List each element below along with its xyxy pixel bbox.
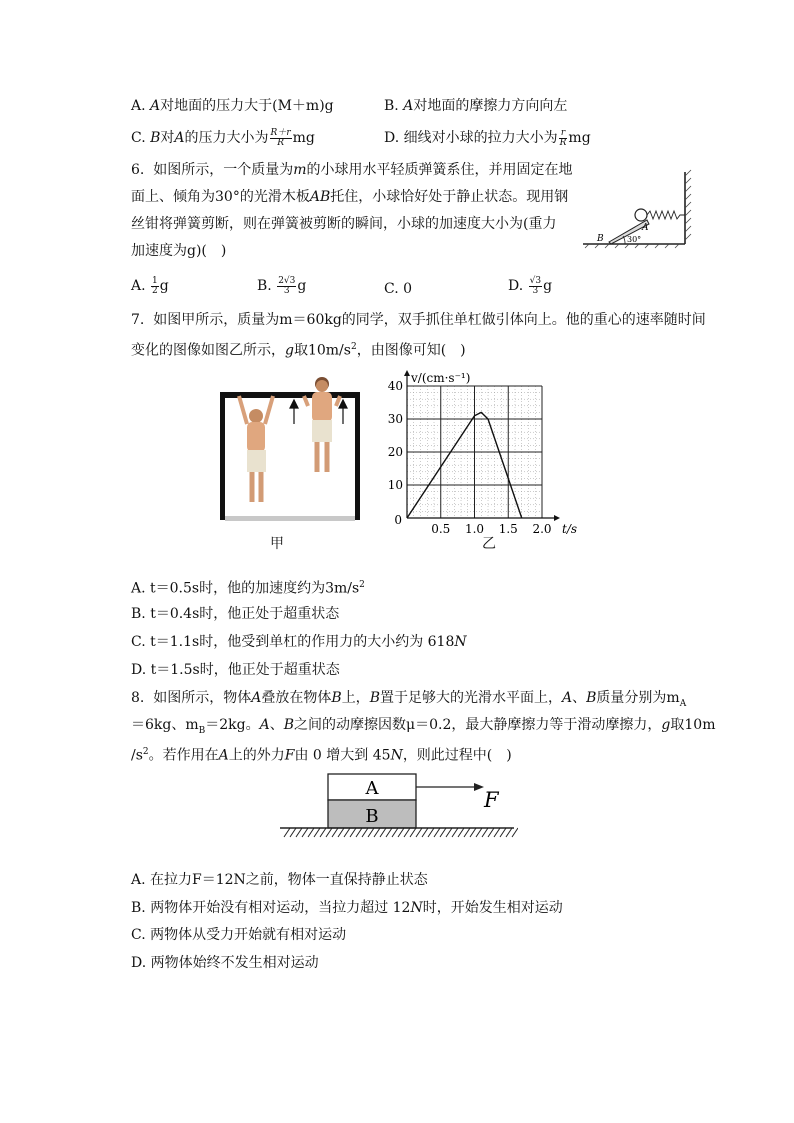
q5-option-b: B. A对地面的摩擦力方向向左	[384, 98, 568, 114]
q8-stem-line-2: ＝6kg、$m_B=2kg$。A、B之间的动摩擦因数μ＝0.2，最大静摩擦力等于滑动摩擦力，g取10m	[131, 717, 716, 736]
x-tick-label: 1.0	[464, 522, 485, 536]
y-tick-label: 10	[387, 478, 403, 492]
figure-jia-caption: 甲	[270, 536, 284, 552]
q6-stem-line-4: 加速度为g)( )	[131, 243, 227, 259]
q6-stem-line-3: 丝钳将弹簧剪断，则在弹簧被剪断的瞬间，小球的加速度大小为(重力	[131, 216, 557, 232]
q8-option-a: A. 在拉力F＝12N之前，物体一直保持静止状态	[131, 872, 428, 888]
label-a: A	[642, 223, 649, 233]
ball	[635, 209, 647, 221]
q6-stem-line-2: 面上、倾角为30°的光滑木板AB托住，小球恰好处于静止状态。现用钢	[131, 189, 569, 205]
q8-option-b: B. 两物体开始没有相对运动，当拉力超过 12N时，开始发生相对运动	[131, 900, 563, 916]
ground-hatch	[284, 828, 518, 837]
q7-stem-line-2: 变化的图像如图乙所示，g取$10m/s^2$，由图像可知( )	[131, 342, 466, 359]
pullup-figure	[212, 372, 362, 527]
y-tick-label: 20	[387, 445, 403, 459]
x-axis-arrow	[554, 515, 560, 521]
q8-option-d: D. 两物体始终不发生相对运动	[131, 955, 319, 971]
q6-option-c: C. 0	[384, 281, 413, 297]
label-b: B	[597, 234, 604, 244]
x-tick-label: 2.0	[532, 522, 552, 536]
label-angle: 30°	[627, 235, 642, 244]
incline-spring-figure	[575, 168, 695, 250]
force-label: F	[484, 788, 499, 812]
y-tick-label: 40	[387, 379, 403, 393]
x-tick-label: 0.5	[431, 522, 451, 536]
person-hanging	[239, 396, 273, 502]
y-tick-label: 30	[387, 412, 403, 426]
y-axis-arrow	[404, 370, 410, 376]
q7-option-c: C. t＝1.1s时，他受到单杠的作用力的大小约为 618N	[131, 634, 467, 650]
block-b-label: B	[365, 806, 379, 827]
q7-stem-line-1: 7. 如图甲所示，质量为m＝60kg的同学，双手抓住单杠做引体向上。他的重心的速率随时间	[131, 312, 706, 328]
q5-option-d: D. 细线对小球的拉力大小为 $\frac{r}{R}$ mg	[384, 127, 591, 148]
person-raised	[304, 377, 340, 472]
q8-stem-line-1: 8. 如图所示，物体A叠放在物体B上，B置于足够大的光滑水平面上，A、B质量分别为$m_A$	[131, 690, 687, 709]
origin-label: 0	[394, 513, 402, 527]
q6-stem-line-1: 6. 如图所示，一个质量为m的小球用水平轻质弹簧系住，并用固定在地	[131, 162, 573, 178]
wall-hatch	[685, 170, 691, 240]
stacked-blocks-figure	[278, 770, 518, 845]
figure-yi-caption: 乙	[482, 536, 496, 552]
q7-option-d: D. t＝1.5s时，他正处于超重状态	[131, 662, 340, 678]
left-post	[220, 392, 225, 520]
x-axis-label: t/s	[562, 522, 578, 536]
q5-option-c: C. B对A的压力大小为 $\frac{R+r}{R}$ mg	[131, 127, 315, 148]
y-axis-label: v/(cm·s⁻¹)	[411, 371, 471, 385]
spring	[647, 211, 685, 219]
q8-option-c: C. 两物体从受力开始就有相对运动	[131, 927, 347, 943]
block-a-label: A	[365, 778, 379, 799]
q5-option-a: A. A对地面的压力大于(M＋m)g	[131, 98, 334, 114]
q7-option-a: A. t＝0.5s时，他的加速度约为$3m/s^2$	[131, 580, 365, 597]
q6-option-b: B. $\frac{2√3}{3}$ g	[257, 275, 307, 296]
q6-option-a: A. $\frac{1}{2}$ g	[131, 275, 169, 296]
q8-stem-line-3: $/s^2$。若作用在A上的外力F由 0 增大到 45N，则此过程中( )	[131, 747, 512, 764]
q7-option-b: B. t＝0.4s时，他正处于超重状态	[131, 606, 340, 622]
right-post	[355, 392, 360, 520]
velocity-time-chart	[380, 362, 590, 547]
floor	[225, 516, 355, 521]
x-tick-label: 1.5	[498, 522, 518, 536]
q6-option-d: D. $\frac{√3}{3}$ g	[508, 275, 553, 296]
force-arrowhead	[474, 783, 484, 791]
